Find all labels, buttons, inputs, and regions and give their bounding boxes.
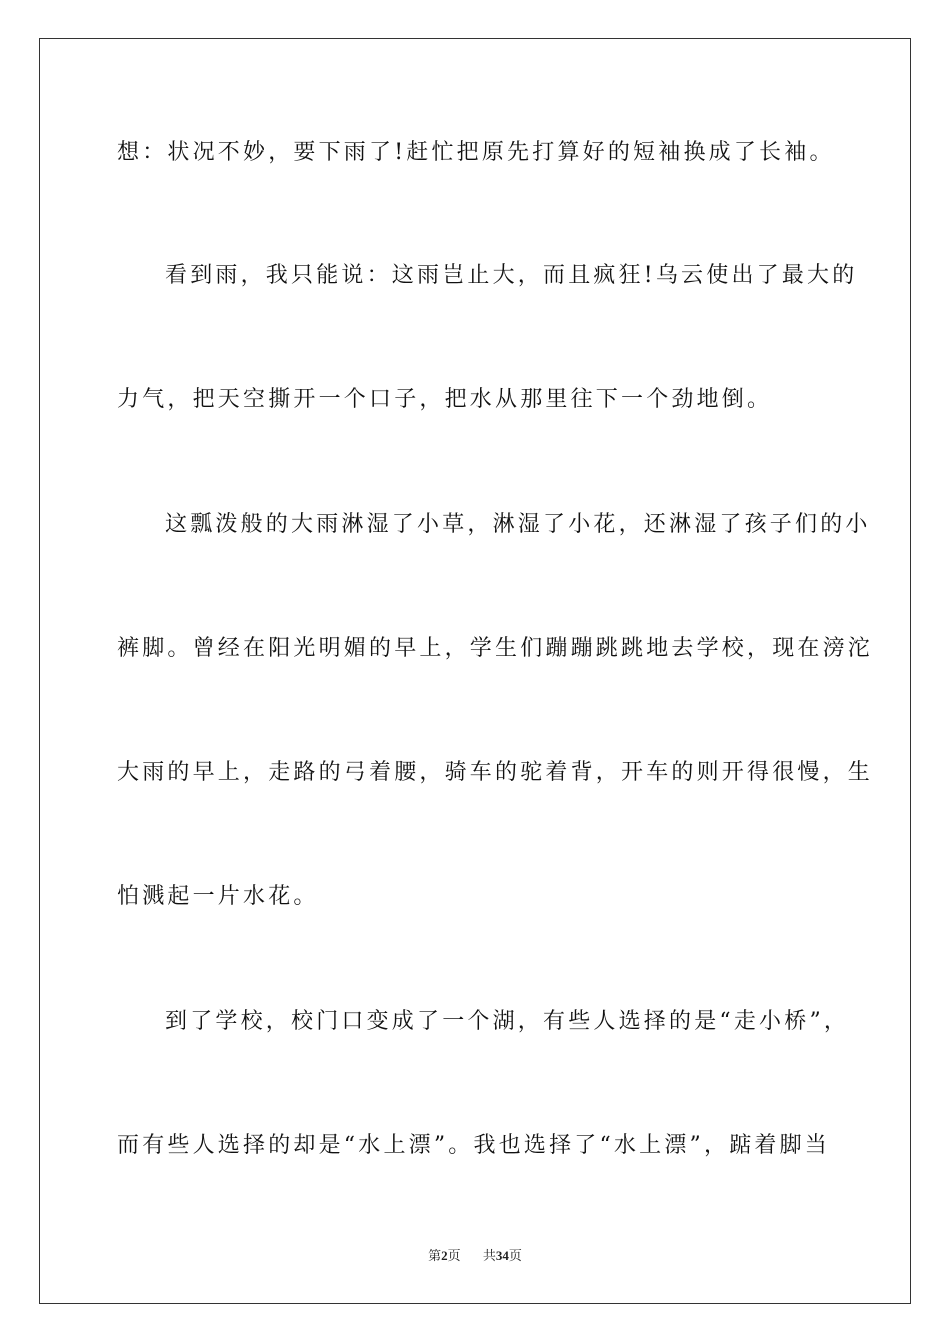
text-line-1: 想：状况不妙，要下雨了!赶忙把原先打算好的短袖换成了长袖。: [117, 140, 835, 165]
page-suffix: 页: [447, 1249, 461, 1264]
total-pages: 34: [495, 1248, 509, 1263]
text-line-9: 而有些人选择的却是“水上漂”。我也选择了“水上漂”，踮着脚当: [117, 1133, 830, 1158]
text-line-7: 怕溅起一片水花。: [117, 884, 319, 909]
page-number-label: [428, 1247, 461, 1266]
total-suffix: 页: [508, 1249, 522, 1264]
text-line-4: 这瓢泼般的大雨淋湿了小草，淋湿了小花，还淋湿了孩子们的小: [165, 512, 871, 537]
total-prefix: 共: [482, 1249, 496, 1264]
text-line-8: 到了学校，校门口变成了一个湖，有些人选择的是“走小桥”，: [165, 1009, 850, 1034]
text-line-5: 裤脚。曾经在阳光明媚的早上，学生们蹦蹦跳跳地去学校，现在滂沱: [117, 636, 874, 661]
page-footer: [0, 1247, 950, 1266]
total-pages-label: [483, 1247, 522, 1266]
text-line-3: 力气，把天空撕开一个口子，把水从那里往下一个劲地倒。: [117, 387, 773, 412]
page-border: [39, 38, 911, 1304]
text-line-2: 看到雨，我只能说：这雨岂止大，而且疯狂!乌云使出了最大的: [165, 263, 858, 288]
page-number: 2: [441, 1248, 448, 1263]
page-prefix: 第: [428, 1249, 442, 1264]
text-line-6: 大雨的早上，走路的弓着腰，骑车的驼着背，开车的则开得很慢，生: [117, 760, 874, 785]
